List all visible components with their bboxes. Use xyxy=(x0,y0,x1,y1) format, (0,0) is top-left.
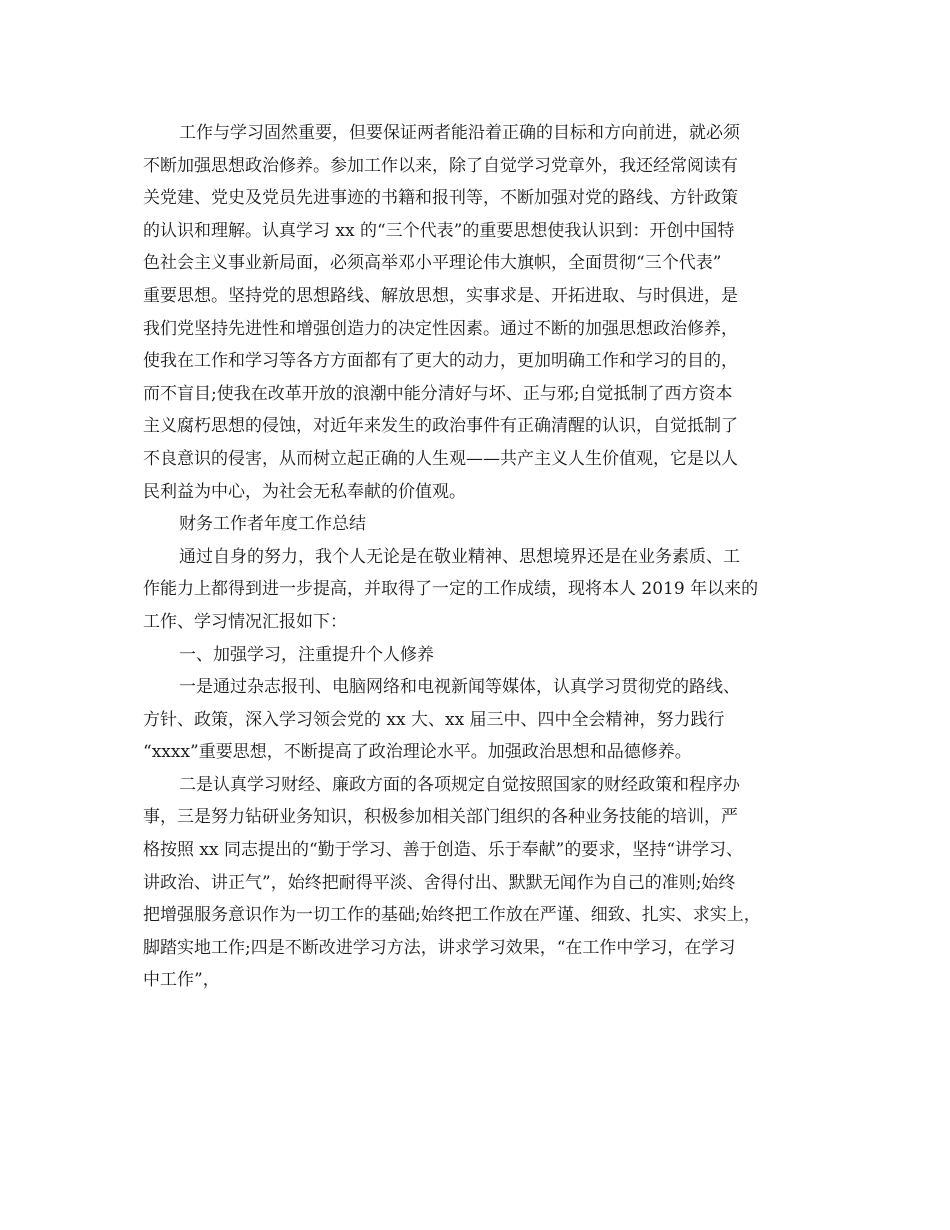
section-title-text: 财务工作者年度工作总结 xyxy=(179,514,366,535)
text-line: 重要思想。坚持党的思想路线、解放思想，实事求是、开拓进取、与时俱进，是 xyxy=(143,285,738,306)
subheading xyxy=(143,639,808,672)
text-line: 民利益为中心，为社会无私奉献的价值观。 xyxy=(143,481,466,502)
subheading-text: 一、加强学习，注重提升个人修养 xyxy=(179,644,434,665)
text-line: 一是通过杂志报刊、电脑网络和电视新闻等媒体，认真学习贯彻党的路线、 xyxy=(179,677,740,698)
text-line: 主义腐朽思想的侵蚀，对近年来发生的政治事件有正确清醒的认识，自觉抵制了 xyxy=(143,416,738,437)
text-line: 不断加强思想政治修养。参加工作以来，除了自觉学习党章外，我还经常阅读有 xyxy=(143,155,738,176)
paragraph-point-two xyxy=(143,769,808,997)
text-line: 作能力上都得到进一步提高，并取得了一定的工作成绩，现将本人 2019 年以来的 xyxy=(143,579,759,600)
text-line: 脚踏实地工作;四是不断改进学习方法，讲求学习效果，“在工作中学习，在学习 xyxy=(143,937,736,958)
text-line: 关党建、党史及党员先进事迹的书籍和报刊等，不断加强对党的路线、方针政策 xyxy=(143,188,738,209)
text-line: 事，三是努力钻研业务知识，积极参加相关部门组织的各种业务技能的培训，严 xyxy=(143,807,738,828)
paragraph-point-one xyxy=(143,671,808,769)
text-line: 讲政治、讲正气”，始终把耐得平淡、舍得付出、默默无闻作为自己的准则;始终 xyxy=(143,872,736,893)
text-line: 二是认真学习财经、廉政方面的各项规定自觉按照国家的财经政策和程序办 xyxy=(179,774,740,795)
text-line: 的认识和理解。认真学习 xx 的“三个代表”的重要思想使我认识到：开创中国特 xyxy=(143,220,735,241)
text-line: 色社会主义事业新局面，必须高举邓小平理论伟大旗帜，全面贯彻“三个代表” xyxy=(143,253,722,274)
text-line: 工作、学习情况汇报如下： xyxy=(143,611,347,632)
paragraph-ideology xyxy=(143,117,808,508)
section-title xyxy=(143,508,808,541)
text-line: 把增强服务意识作为一切工作的基础;始终把工作放在严谨、细致、扎实、求实上， xyxy=(143,905,761,926)
document-body xyxy=(143,117,808,997)
text-line: 通过自身的努力，我个人无论是在敬业精神、思想境界还是在业务素质、工 xyxy=(179,546,740,567)
text-line: 使我在工作和学习等各方方面都有了更大的动力，更加明确工作和学习的目的， xyxy=(143,351,738,372)
text-line: 格按照 xx 同志提出的“勤于学习、善于创造、乐于奉献”的要求，坚持“讲学习、 xyxy=(143,840,744,861)
text-line: 方针、政策，深入学习领会党的 xx 大、xx 届三中、四中全会精神，努力践行 xyxy=(143,709,725,730)
text-line: 我们党坚持先进性和增强创造力的决定性因素。通过不断的加强思想政治修养， xyxy=(143,318,738,339)
text-line: 工作与学习固然重要，但要保证两者能沿着正确的目标和方向前进，就必须 xyxy=(179,123,740,143)
paragraph-intro xyxy=(143,541,808,639)
text-line: 不良意识的侵害，从而树立起正确的人生观——共产主义人生价值观，它是以人 xyxy=(143,448,738,469)
text-line: “xxxx”重要思想，不断提高了政治理论水平。加强政治思想和品德修养。 xyxy=(143,742,692,763)
text-line: 而不盲目;使我在改革开放的浪潮中能分清好与坏、正与邪;自觉抵制了西方资本 xyxy=(143,383,733,404)
text-line: 中工作”， xyxy=(143,970,220,991)
